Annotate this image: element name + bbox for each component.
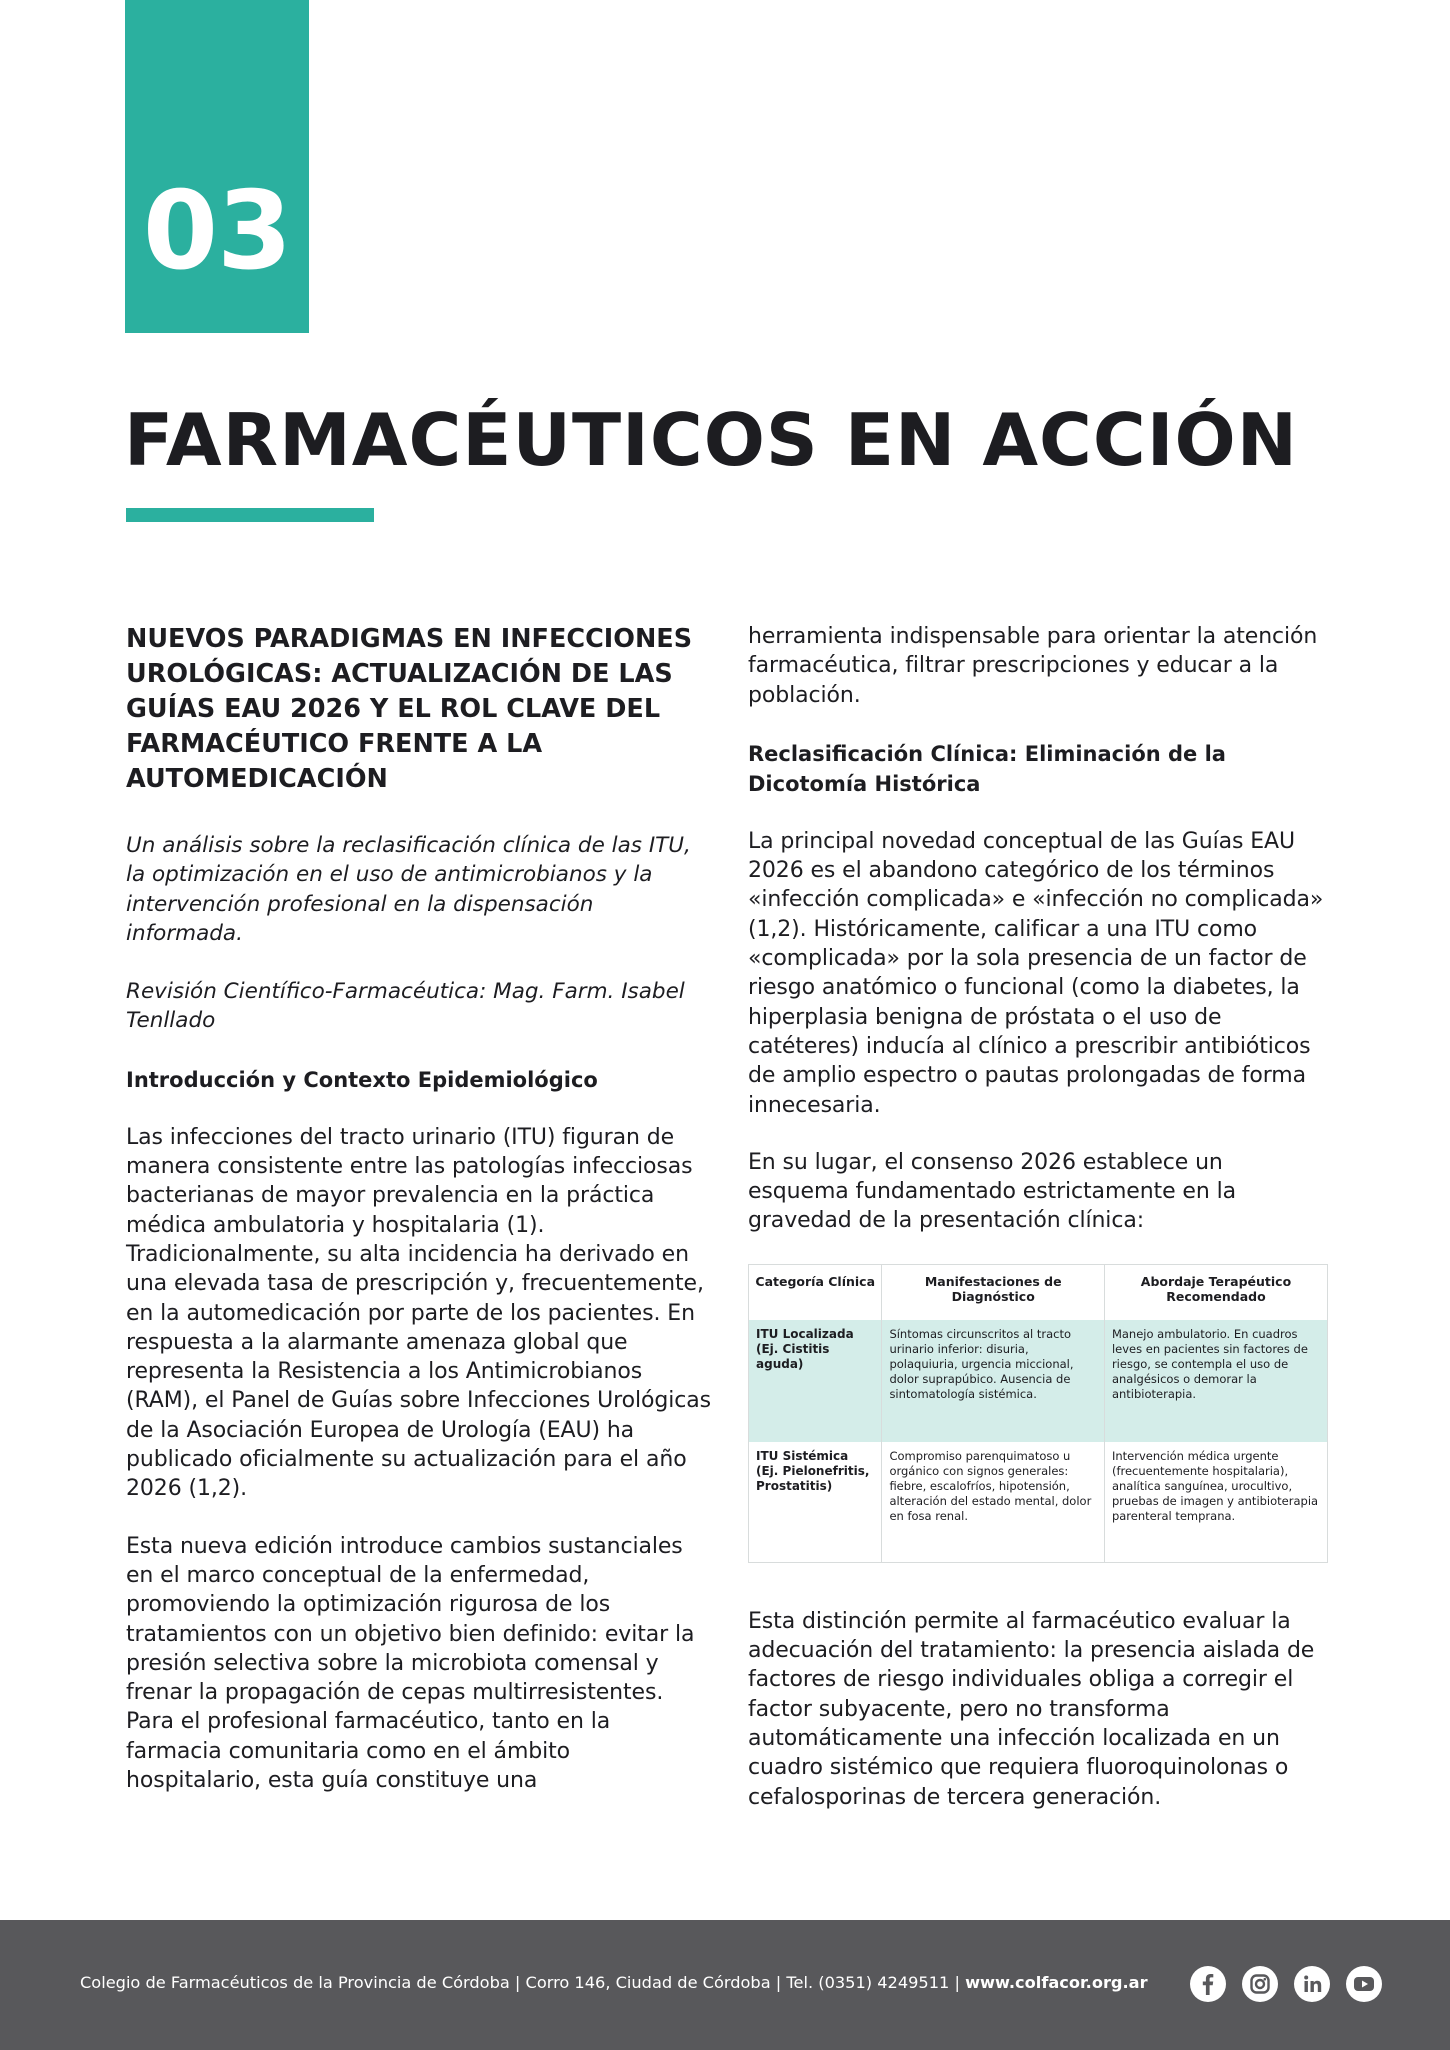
- table-header-category: Categoría Clínica: [749, 1265, 882, 1320]
- table-row: [749, 1442, 1327, 1562]
- table-header-approach: Abordaje Terapéutico Recomendado: [1104, 1265, 1327, 1320]
- article-review-credit: Revisión Científico-Farmacéutica: Mag. Farm. Isabel Tenllado: [126, 979, 685, 1034]
- article-title: NUEVOS PARADIGMAS EN INFECCIONES UROLÓGICAS: ACTUALIZACIÓN DE LAS GUÍAS EAU 2026 Y EL ROL CLAVE DEL FARMACÉUTICO FRENTE A LA AUTOMEDICACIÓN: [126, 624, 693, 794]
- table-cell-manifestations: Síntomas circunscritos al tracto urinario inferior: disuria, polaquiuria, urgencia miccional, dolor suprapúbico. Ausencia de sintomatología sistémica.: [882, 1320, 1105, 1442]
- intro-paragraph-1: Las infecciones del tracto urinario (ITU) figuran de manera consistente entre las patologías infecciosas bacterianas de mayor prevalencia en la práctica médica ambulatoria y hospitalaria (1). Tradicionalmente, su alta incidencia ha derivado en una elevada tasa de prescripción y, frecuentemente, en la automedicación por parte de los pacientes. En respuesta a la alarmante amenaza global que representa la Resistencia a los Antimicrobianos (RAM), el Panel de Guías sobre Infecciones Urológicas de la Asociación Europea de Urología (EAU) ha publicado oficialmente su actualización para el año 2026 (1,2).: [126, 1124, 711, 1502]
- table-cell-manifestations: Compromiso parenquimatoso u orgánico con signos generales: fiebre, escalofríos, hipotensión, alteración del estado mental, dolor en fosa renal.: [882, 1442, 1105, 1562]
- facebook-icon[interactable]: [1190, 1966, 1226, 2002]
- article-lead: Un análisis sobre la reclasificación clínica de las ITU, la optimización en el uso de antimicrobianos y la intervención profesional en la dispensación informada.: [126, 833, 691, 946]
- page-footer: [0, 1920, 1450, 2050]
- section-number: 03: [142, 169, 292, 294]
- footer-contact-text: Colegio de Farmacéuticos de la Provincia de Córdoba | Corro 146, Ciudad de Córdoba | Tel. (0351) 4249511 |: [80, 1973, 966, 1992]
- table-row: [749, 1320, 1327, 1442]
- table-cell-approach: Intervención médica urgente (frecuentemente hospitalaria), analítica sanguínea, urocultivo, pruebas de imagen y antibioterapia parenteral temprana.: [1104, 1442, 1327, 1562]
- intro-paragraph-2: Esta nueva edición introduce cambios sustanciales en el marco conceptual de la enfermedad, promoviendo la optimización rigurosa de los tratamientos con un objetivo bien definido: evitar la presión selectiva sobre la microbiota comensal y frenar la propagación de cepas multirresistentes. Para el profesional farmacéutico, tanto en la farmacia comunitaria como en el ámbito hospitalario, esta guía constituye una: [126, 1533, 695, 1794]
- table-cell-approach: Manejo ambulatorio. En cuadros leves en pacientes sin factores de riesgo, se contempla el uso de analgésicos o demorar la antibioterapia.: [1104, 1320, 1327, 1442]
- table-cell-category: ITU Sistémica (Ej. Pielonefritis, Prostatitis): [749, 1442, 882, 1562]
- intro-paragraph-2-continued: herramienta indispensable para orientar la atención farmacéutica, filtrar prescripciones y educar a la población.: [748, 624, 1318, 708]
- table-header-manifestations: Manifestaciones de Diagnóstico: [882, 1265, 1105, 1320]
- intro-heading: Introducción y Contexto Epidemiológico: [126, 1067, 598, 1092]
- reclassification-paragraph-2: En su lugar, el consenso 2026 establece un esquema fundamentado estrictamente en la gravedad de la presentación clínica:: [748, 1149, 1236, 1234]
- footer-contact: [80, 1972, 1148, 1994]
- title-underline: [126, 508, 374, 522]
- closing-paragraph: Esta distinción permite al farmacéutico evaluar la adecuación del tratamiento: la presencia aislada de factores de riesgo individuales obliga a corregir el factor subyacente, pero no transforma automáticamente una infección localizada en un cuadro sistémico que requiera fluoroquinolonas o cefalosporinas de tercera generación.: [748, 1608, 1315, 1810]
- instagram-icon[interactable]: [1242, 1966, 1278, 2002]
- table-cell-category: ITU Localizada (Ej. Cistitis aguda): [749, 1320, 882, 1442]
- page-title: FARMACÉUTICOS EN ACCIÓN: [124, 398, 1298, 482]
- table-header-row: [749, 1265, 1327, 1320]
- footer-website-link[interactable]: www.colfacor.org.ar: [965, 1973, 1148, 1992]
- section-number-block: [125, 0, 309, 333]
- linkedin-icon[interactable]: [1294, 1966, 1330, 2002]
- itu-classification-table: [748, 1264, 1328, 1563]
- right-column: [748, 622, 1328, 1840]
- reclassification-paragraph-1: La principal novedad conceptual de las Guías EAU 2026 es el abandono categórico de los términos «infección complicada» e «infección no complicada» (1,2). Históricamente, calificar a una ITU como «complicada» por la sola presencia de un factor de riesgo anatómico o funcional (como la diabetes, la hiperplasia benigna de próstata o el uso de catéteres) inducía al clínico a prescribir antibióticos de amplio espectro o pautas prolongadas de forma innecesaria.: [748, 828, 1324, 1118]
- youtube-icon[interactable]: [1346, 1966, 1382, 2002]
- reclassification-heading: Reclasificación Clínica: Eliminación de la Dicotomía Histórica: [748, 741, 1226, 796]
- left-column: [126, 622, 711, 1823]
